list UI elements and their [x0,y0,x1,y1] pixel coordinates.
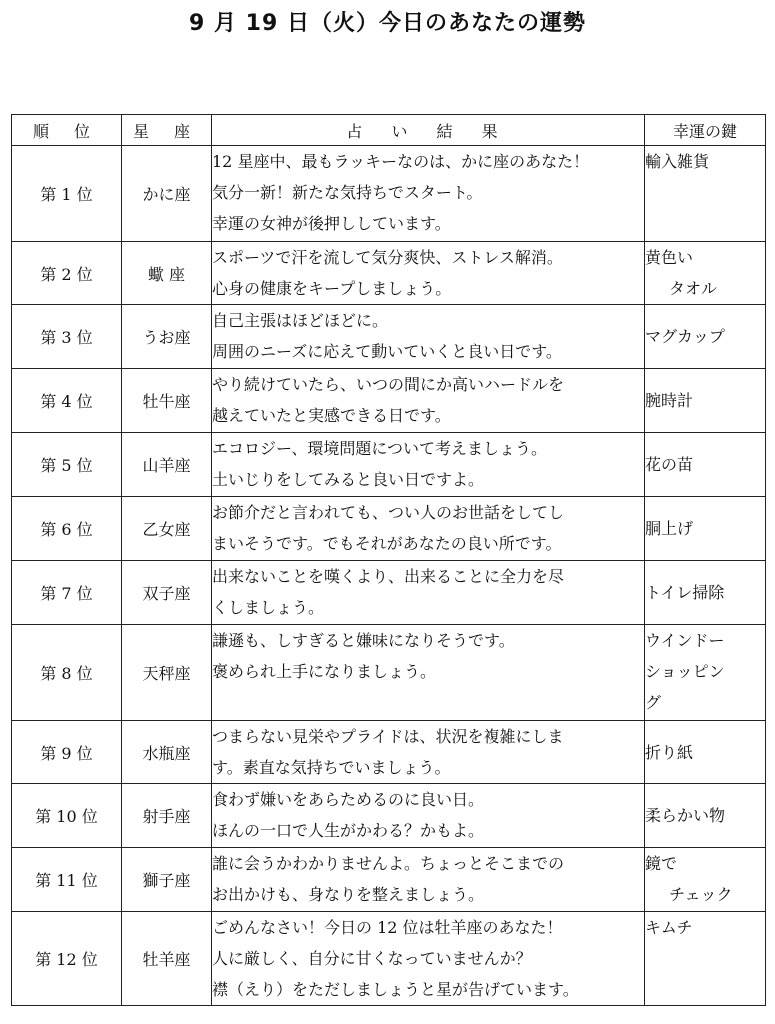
table-row [12,721,766,784]
fortune-result-line: 自己主張はほどほどに。 [212,311,389,330]
lucky-key-line: ショッピン [645,662,725,681]
rank-cell: 第 8 位 [12,625,122,721]
header-lucky-key: 幸運の鍵 [645,115,766,146]
lucky-key-line: トイレ掃除 [645,583,725,602]
rank-cell: 第 1 位 [12,146,122,242]
fortune-result-cell [212,146,645,242]
fortune-result-line: お出かけも、身なりを整えましょう。 [212,885,485,904]
fortune-table [11,114,766,1006]
zodiac-sign-cell: 山羊座 [122,433,212,497]
fortune-result-line: 12 星座中、最もラッキーなのは、かに座のあなた！ [212,152,590,171]
lucky-key-cell [645,561,766,625]
zodiac-sign-cell: 牡牛座 [122,369,212,433]
fortune-result-line: 人に厳しく、自分に甘くなっていませんか？ [212,949,532,968]
fortune-result-cell [212,912,645,1006]
rank-cell: 第 10 位 [12,784,122,848]
lucky-key-line: 腕時計 [645,391,694,410]
fortune-result-line: くしましょう。 [212,598,325,617]
zodiac-sign-cell: 蠍 座 [122,242,212,305]
lucky-key-line: 輸入雑貨 [645,152,710,171]
lucky-key-cell [645,912,766,1006]
lucky-key-cell [645,146,766,242]
lucky-key-line: ウインドー [645,631,725,650]
header-sign: 星 座 [122,115,212,146]
fortune-result-line: 心身の健康をキープしましょう。 [212,279,452,298]
fortune-result-cell [212,625,645,721]
zodiac-sign-cell: 乙女座 [122,497,212,561]
lucky-key-cell [645,784,766,848]
table-row [12,305,766,369]
zodiac-sign-cell: 牡羊座 [122,912,212,1006]
lucky-key-cell [645,497,766,561]
fortune-result-line: 謙遜も、しすぎると嫌味になりそうです。 [212,631,515,650]
rank-cell: 第 3 位 [12,305,122,369]
table-row [12,497,766,561]
table-row [12,625,766,721]
fortune-result-line: 誰に会うかわかりませんよ。ちょっとそこまでの [212,854,565,873]
zodiac-sign-cell: 射手座 [122,784,212,848]
rank-cell: 第 2 位 [12,242,122,305]
lucky-key-cell [645,242,766,305]
fortune-result-cell [212,369,645,433]
lucky-key-line: チェック [669,885,733,904]
rank-cell: 第 6 位 [12,497,122,561]
fortune-result-line: 周囲のニーズに応えて動いていくと良い日です。 [212,342,562,361]
fortune-result-line: 襟（えり）をただしましょうと星が告げています。 [212,980,579,999]
zodiac-sign-cell: 獅子座 [122,848,212,912]
header-result: 占 い 結 果 [212,115,645,146]
page-title: 9 月 19 日（火）今日のあなたの運勢 [189,11,586,36]
fortune-result-line: す。素直な気持ちでいましょう。 [212,758,451,777]
lucky-key-line: 黄色い [645,248,694,267]
table-row [12,146,766,242]
lucky-key-cell [645,721,766,784]
zodiac-sign-cell: かに座 [122,146,212,242]
table-row [12,242,766,305]
fortune-result-line: ほんの一口で人生がかわる？かもよ。 [212,821,485,840]
fortune-result-cell [212,305,645,369]
fortune-result-line: まいそうです。でもそれがあなたの良い所です。 [212,534,562,553]
fortune-result-cell [212,497,645,561]
lucky-key-cell [645,625,766,721]
fortune-result-line: 気分一新！新たな気持ちでスタート。 [212,183,483,202]
lucky-key-cell [645,848,766,912]
lucky-key-line: 花の苗 [645,455,694,474]
table-row [12,784,766,848]
lucky-key-line: 柔らかい物 [645,806,726,825]
fortune-result-line: 土いじりをしてみると良い日ですよ。 [212,470,485,489]
zodiac-sign-cell: うお座 [122,305,212,369]
fortune-result-cell [212,784,645,848]
fortune-result-line: 出来ないことを嘆くより、出来ることに全力を尽 [212,567,565,586]
lucky-key-cell [645,433,766,497]
lucky-key-line: キムチ [645,918,693,937]
fortune-result-cell [212,561,645,625]
fortune-result-line: ごめんなさい！今日の 12 位は牡羊座のあなた！ [212,918,563,937]
lucky-key-cell [645,369,766,433]
rank-cell: 第 7 位 [12,561,122,625]
fortune-result-line: 越えていたと実感できる日です。 [212,406,451,425]
table-row [12,912,766,1006]
fortune-result-line: 褒められ上手になりましょう。 [212,662,437,681]
lucky-key-line: 折り紙 [645,742,694,762]
rank-cell: 第 5 位 [12,433,122,497]
zodiac-sign-cell: 双子座 [122,561,212,625]
fortune-result-line: スポーツで汗を流して気分爽快、ストレス解消。 [212,248,563,267]
rank-cell: 第 11 位 [12,848,122,912]
lucky-key-line: グ [645,693,662,712]
fortune-result-cell [212,242,645,305]
rank-cell: 第 9 位 [12,721,122,784]
header-rank: 順 位 [12,115,122,146]
fortune-result-cell [212,721,645,784]
table-row [12,369,766,433]
fortune-result-line: エコロジー、環境問題について考えましょう。 [212,439,548,458]
fortune-result-line: 食わず嫌いをあらためるのに良い日。 [212,790,485,809]
fortune-result-line: やり続けていたら、いつの間にか高いハードルを [212,375,565,394]
table-header-row [12,115,766,146]
fortune-result-line: つまらない見栄やプライドは、状況を複雑にしま [212,727,564,746]
fortune-result-line: 幸運の女神が後押ししています。 [212,214,451,233]
lucky-key-line: タオル [669,279,718,298]
table-row [12,848,766,912]
rank-cell: 第 12 位 [12,912,122,1006]
table-row [12,561,766,625]
lucky-key-line: マグカップ [645,327,725,346]
lucky-key-line: 胴上げ [645,519,694,538]
lucky-key-line: 鏡で [645,854,678,873]
rank-cell: 第 4 位 [12,369,122,433]
fortune-result-cell [212,848,645,912]
table-row [12,433,766,497]
fortune-result-line: お節介だと言われても、つい人のお世話をしてし [212,503,565,522]
fortune-result-cell [212,433,645,497]
zodiac-sign-cell: 天秤座 [122,625,212,721]
zodiac-sign-cell: 水瓶座 [122,721,212,784]
lucky-key-cell [645,305,766,369]
